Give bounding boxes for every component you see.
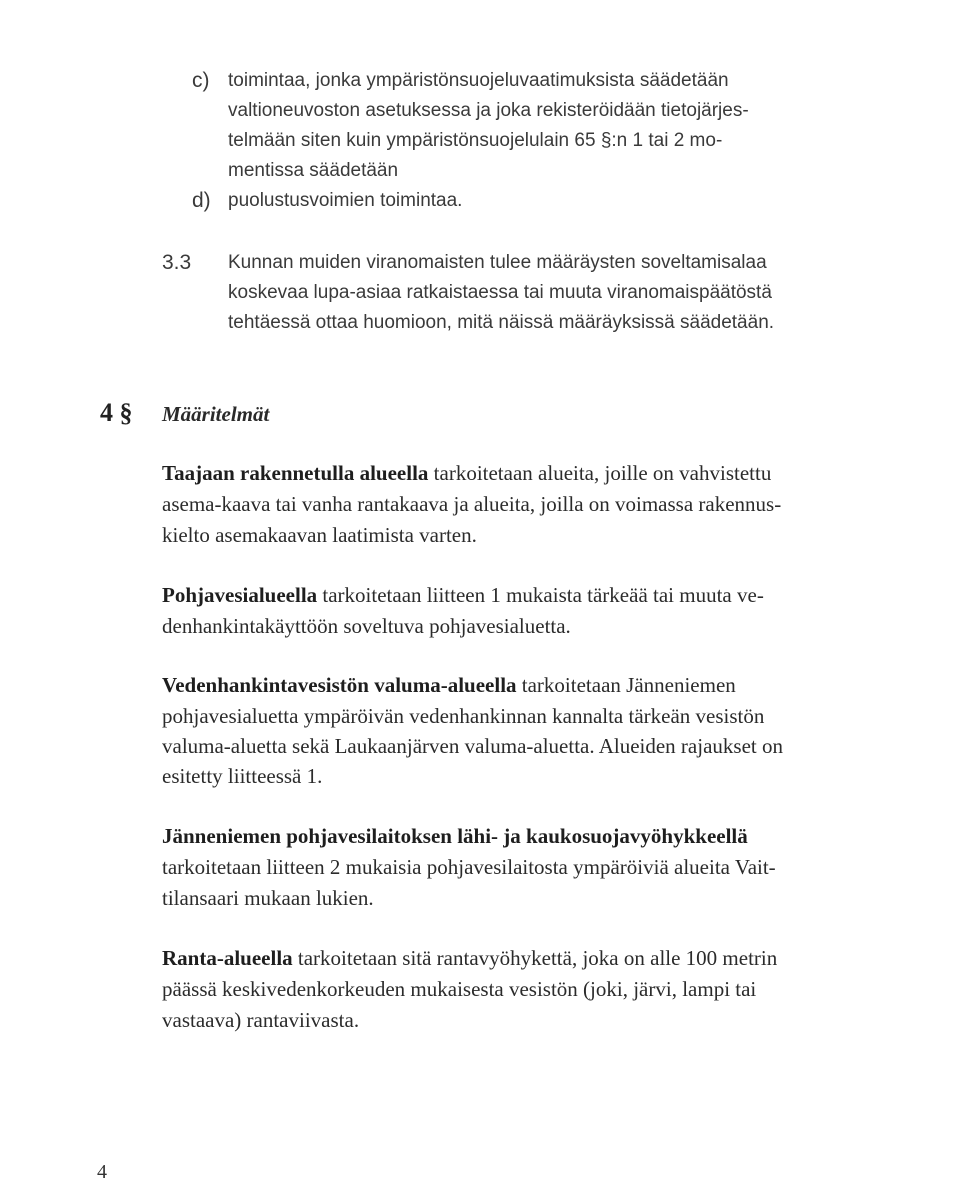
definition-line <box>162 943 777 973</box>
item-3-3-number: 3.3 <box>162 251 192 274</box>
section-title: Määritelmät <box>162 402 270 426</box>
definition-line <box>162 458 771 488</box>
section-number: 4 § <box>100 398 133 427</box>
definition-line: asema-kaava tai vanha rantakaava ja alueita, joilla on voimassa rakennus- <box>162 492 782 516</box>
list-c-line-3: telmään siten kuin ympäristönsuojelulain 65 §:n 1 tai 2 mo- <box>228 130 723 151</box>
definition-line: tilansaari mukaan lukien. <box>162 886 374 910</box>
list-label-c: c) <box>192 69 210 92</box>
definition-line: valuma-aluetta sekä Laukaanjärven valuma-aluetta. Alueiden rajaukset on <box>162 734 783 758</box>
definition-term: Taajaan rakennetulla alueella <box>162 461 429 485</box>
definition-line: päässä keskivedenkorkeuden mukaisesta vesistön (joki, järvi, lampi tai <box>162 977 757 1001</box>
definition-term: Jänneniemen pohjavesilaitoksen lähi- ja kaukosuojavyöhykkeellä <box>162 824 748 848</box>
list-c-line-1: toimintaa, jonka ympäristönsuojeluvaatimuksista säädetään <box>228 70 729 91</box>
definition-line: denhankintakäyttöön soveltuva pohjavesialuetta. <box>162 614 571 638</box>
list-label-d: d) <box>192 189 211 212</box>
definition-line <box>162 580 764 610</box>
definition-text: tarkoitetaan liitteen 1 mukaista tärkeää tai muuta ve- <box>317 583 764 607</box>
definition-text: tarkoitetaan alueita, joille on vahvistettu <box>428 461 772 485</box>
item-3-3-line-3: tehtäessä ottaa huomioon, mitä näissä määräyksissä säädetään. <box>228 312 775 333</box>
definition-line: kielto asemakaavan laatimista varten. <box>162 523 477 547</box>
item-3-3-line-1: Kunnan muiden viranomaisten tulee määräysten soveltamisalaa <box>228 252 767 273</box>
list-d-line: puolustusvoimien toimintaa. <box>228 190 463 211</box>
definition-term: Ranta-alueella <box>162 946 293 970</box>
definition-term: Pohjavesialueella <box>162 583 318 607</box>
definition-text: tarkoitetaan sitä rantavyöhykettä, joka on alle 100 metrin <box>292 946 778 970</box>
definition-line <box>162 821 748 851</box>
definition-line: tarkoitetaan liitteen 2 mukaisia pohjavesilaitosta ympäröiviä alueita Vait- <box>162 855 776 879</box>
definition-text: tarkoitetaan Jänneniemen <box>516 673 736 697</box>
item-3-3-line-2: koskevaa lupa-asiaa ratkaistaessa tai muuta viranomaispäätöstä <box>228 282 772 303</box>
list-c-line-4: mentissa säädetään <box>228 160 399 181</box>
definition-line: vastaava) rantaviivasta. <box>162 1008 360 1032</box>
page-number: 4 <box>97 1161 107 1183</box>
definition-line: pohjavesialuetta ympäröivän vedenhankinnan kannalta tärkeän vesistön <box>162 704 765 728</box>
definition-term: Vedenhankintavesistön valuma-alueella <box>162 673 517 697</box>
definition-line: esitetty liitteessä 1. <box>162 764 323 788</box>
definition-line <box>162 670 736 700</box>
list-c-line-2: valtioneuvoston asetuksessa ja joka rekisteröidään tietojärjes- <box>228 100 749 121</box>
